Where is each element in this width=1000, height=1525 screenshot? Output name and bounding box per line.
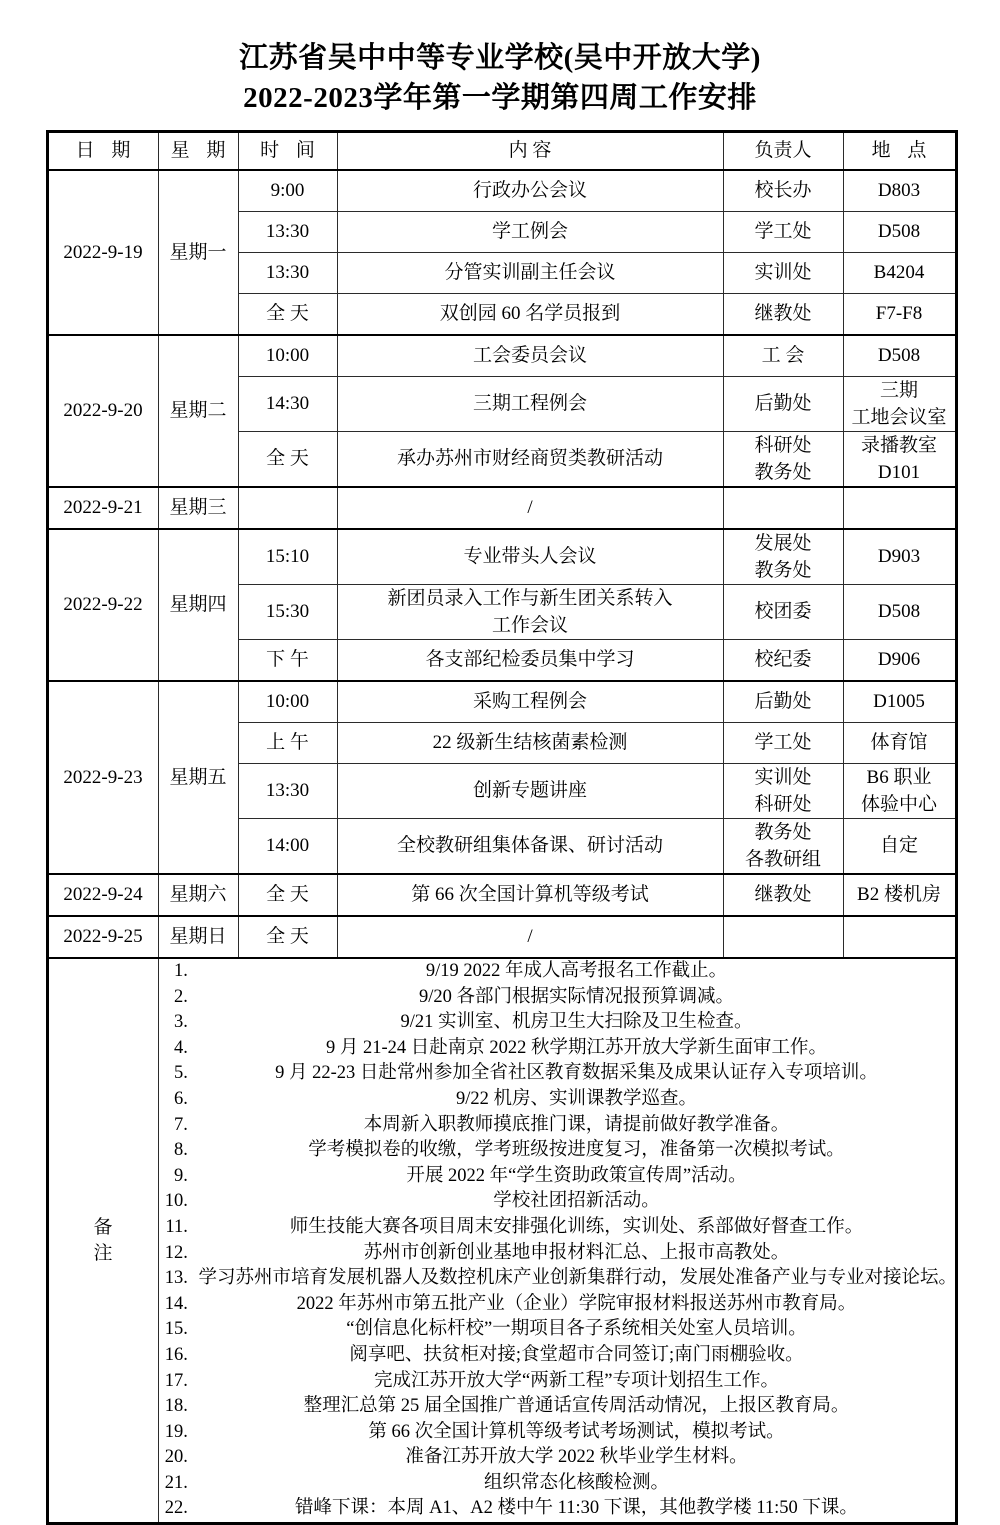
header-time: 时 间 — [238, 132, 337, 171]
place-line: 体验中心 — [860, 794, 937, 815]
cell-person — [723, 764, 843, 819]
cell-place: F7-F8 — [843, 294, 956, 336]
cell-place: D508 — [843, 335, 956, 377]
note-item: 15. “创信息化标杆校”一期项目各子系统相关处室人员培训。 — [193, 1317, 955, 1343]
cell-time: 下 午 — [238, 640, 337, 682]
person-line: 教务处 — [754, 822, 812, 843]
cell-time: 13:30 — [238, 212, 337, 253]
cell-person: 继教处 — [723, 874, 843, 916]
cell-content: 创新专题讲座 — [337, 764, 723, 819]
cell-weekday: 星期日 — [158, 916, 238, 958]
note-item: 16. 阅享吧、扶贫柜对接;食堂超市合同签订;南门雨棚验收。 — [193, 1343, 955, 1369]
cell-date: 2022-9-24 — [47, 874, 158, 916]
table-footer — [47, 958, 956, 1524]
person-line: 教务处 — [754, 560, 812, 581]
cell-content: 第 66 次全国计算机等级考试 — [337, 874, 723, 916]
table-row — [47, 681, 956, 723]
cell-place: D508 — [843, 212, 956, 253]
header-row — [47, 132, 956, 171]
cell-time: 13:30 — [238, 764, 337, 819]
cell-time: 15:30 — [238, 585, 337, 640]
header-date: 日 期 — [47, 132, 158, 171]
cell-content: 22 级新生结核菌素检测 — [337, 723, 723, 764]
note-item: 18. 整理汇总第 25 届全国推广普通话宣传周活动情况，上报区教育局。 — [193, 1394, 955, 1420]
cell-person — [723, 819, 843, 875]
cell-person: 学工处 — [723, 723, 843, 764]
note-item: 4. 9 月 21-24 日赴南京 2022 秋学期江苏开放大学新生面审工作。 — [193, 1036, 955, 1062]
schedule-table-wrap — [46, 130, 958, 1525]
table-row — [47, 335, 956, 377]
cell-place: D508 — [843, 585, 956, 640]
cell-time — [238, 487, 337, 529]
note-item: 20. 准备江苏开放大学 2022 秋毕业学生材料。 — [193, 1445, 955, 1471]
table-body — [47, 170, 956, 958]
cell-time: 15:10 — [238, 529, 337, 585]
cell-date: 2022-9-25 — [47, 916, 158, 958]
place-line: 录播教室 — [860, 435, 937, 456]
header-place: 地 点 — [843, 132, 956, 171]
cell-person: 校长办 — [723, 170, 843, 212]
place-line: D101 — [877, 462, 921, 483]
cell-person — [723, 487, 843, 529]
header-content: 内 容 — [337, 132, 723, 171]
cell-person: 继教处 — [723, 294, 843, 336]
cell-weekday: 星期三 — [158, 487, 238, 529]
content-line: 新团员录入工作与新生团关系转入 — [387, 588, 673, 609]
cell-time: 10:00 — [238, 335, 337, 377]
header-weekday: 星 期 — [158, 132, 238, 171]
note-item: 17. 完成江苏开放大学“两新工程”专项计划招生工作。 — [193, 1369, 955, 1395]
cell-content: / — [337, 487, 723, 529]
cell-time: 14:30 — [238, 377, 337, 432]
note-item: 22. 错峰下课：本周 A1、A2 楼中午 11:30 下课，其他教学楼 11:50 下课。 — [193, 1496, 955, 1522]
cell-weekday: 星期二 — [158, 335, 238, 487]
notes-label — [47, 958, 158, 1524]
table-row — [47, 170, 956, 212]
cell-place — [843, 764, 956, 819]
note-item: 11. 师生技能大赛各项目周末安排强化训练，实训处、系部做好督查工作。 — [193, 1215, 955, 1241]
cell-date: 2022-9-20 — [47, 335, 158, 487]
cell-person: 工 会 — [723, 335, 843, 377]
note-item: 13. 学习苏州市培育发展机器人及数控机床产业创新集群行动，发展处准备产业与专业对接论坛。 — [193, 1266, 955, 1292]
cell-content: 行政办公会议 — [337, 170, 723, 212]
note-item: 8. 学考模拟卷的收缴，学考班级按进度复习，准备第一次模拟考试。 — [193, 1138, 955, 1164]
note-item: 6. 9/22 机房、实训课教学巡查。 — [193, 1087, 955, 1113]
cell-place — [843, 432, 956, 488]
cell-content: 采购工程例会 — [337, 681, 723, 723]
cell-content: 双创园 60 名学员报到 — [337, 294, 723, 336]
title-line-term: 2022-2023学年第一学期第四周工作安排 — [243, 82, 757, 114]
note-item: 3. 9/21 实训室、机房卫生大扫除及卫生检查。 — [193, 1010, 955, 1036]
table-row — [47, 529, 956, 585]
table-row — [47, 487, 956, 529]
cell-date: 2022-9-19 — [47, 170, 158, 335]
cell-place: 体育馆 — [843, 723, 956, 764]
note-item: 19. 第 66 次全国计算机等级考试考场测试，模拟考试。 — [193, 1420, 955, 1446]
cell-time: 10:00 — [238, 681, 337, 723]
cell-weekday: 星期六 — [158, 874, 238, 916]
cell-place: B4204 — [843, 253, 956, 294]
cell-content — [337, 585, 723, 640]
cell-place: D903 — [843, 529, 956, 585]
notes-label-char-1: 备 — [93, 1216, 113, 1238]
cell-person: 后勤处 — [723, 681, 843, 723]
place-line: B6 职业 — [866, 767, 932, 788]
cell-time: 13:30 — [238, 253, 337, 294]
cell-place — [843, 487, 956, 529]
person-line: 实训处 — [754, 767, 812, 788]
person-line: 各教研组 — [744, 849, 821, 870]
note-item: 14. 2022 年苏州市第五批产业（企业）学院审报材料报送苏州市教育局。 — [193, 1292, 955, 1318]
cell-time: 9:00 — [238, 170, 337, 212]
cell-time: 全 天 — [238, 294, 337, 336]
person-line: 发展处 — [754, 533, 812, 554]
note-item: 10. 学校社团招新活动。 — [193, 1189, 955, 1215]
cell-person: 后勤处 — [723, 377, 843, 432]
note-item: 21. 组织常态化核酸检测。 — [193, 1471, 955, 1497]
cell-date: 2022-9-22 — [47, 529, 158, 681]
cell-content: 三期工程例会 — [337, 377, 723, 432]
cell-person: 校团委 — [723, 585, 843, 640]
cell-content: 各支部纪检委员集中学习 — [337, 640, 723, 682]
cell-content: 全校教研组集体备课、研讨活动 — [337, 819, 723, 875]
note-item: 12. 苏州市创新创业基地申报材料汇总、上报市高教处。 — [193, 1241, 955, 1267]
cell-content: 学工例会 — [337, 212, 723, 253]
table-header — [47, 132, 956, 171]
note-item: 9. 开展 2022 年“学生资助政策宣传周”活动。 — [193, 1164, 955, 1190]
cell-weekday: 星期四 — [158, 529, 238, 681]
cell-place: B2 楼机房 — [843, 874, 956, 916]
cell-place: 自定 — [843, 819, 956, 875]
cell-place — [843, 377, 956, 432]
notes-label-char-2: 注 — [93, 1242, 113, 1264]
cell-person: 实训处 — [723, 253, 843, 294]
cell-time: 全 天 — [238, 874, 337, 916]
cell-content: 工会委员会议 — [337, 335, 723, 377]
document-title — [0, 0, 1000, 118]
cell-content: 分管实训副主任会议 — [337, 253, 723, 294]
cell-content: / — [337, 916, 723, 958]
cell-place: D803 — [843, 170, 956, 212]
cell-person — [723, 432, 843, 488]
cell-time: 上 午 — [238, 723, 337, 764]
table-row — [47, 874, 956, 916]
place-line: 工地会议室 — [851, 407, 947, 428]
cell-person — [723, 916, 843, 958]
cell-place: D1005 — [843, 681, 956, 723]
notes-row — [47, 958, 956, 1524]
note-item: 5. 9 月 22-23 日赴常州参加全省社区教育数据采集及成果认证存入专项培训。 — [193, 1061, 955, 1087]
cell-content: 专业带头人会议 — [337, 529, 723, 585]
notes-list — [159, 959, 958, 1522]
cell-time: 全 天 — [238, 916, 337, 958]
cell-person: 校纪委 — [723, 640, 843, 682]
cell-date: 2022-9-21 — [47, 487, 158, 529]
notes-content — [158, 958, 956, 1524]
cell-time: 14:00 — [238, 819, 337, 875]
header-person: 负责人 — [723, 132, 843, 171]
note-item: 1. 9/19 2022 年成人高考报名工作截止。 — [193, 959, 955, 985]
title-line-school: 江苏省吴中中等专业学校(吴中开放大学) — [239, 42, 761, 74]
cell-place: D906 — [843, 640, 956, 682]
cell-person — [723, 529, 843, 585]
person-line: 科研处 — [754, 435, 812, 456]
content-line: 工作会议 — [491, 615, 568, 636]
note-item: 7. 本周新入职教师摸底推门课，请提前做好教学准备。 — [193, 1113, 955, 1139]
cell-person: 学工处 — [723, 212, 843, 253]
cell-content: 承办苏州市财经商贸类教研活动 — [337, 432, 723, 488]
schedule-table — [46, 130, 958, 1525]
person-line: 教务处 — [754, 462, 812, 483]
cell-place — [843, 916, 956, 958]
note-item: 2. 9/20 各部门根据实际情况报预算调减。 — [193, 985, 955, 1011]
cell-date: 2022-9-23 — [47, 681, 158, 874]
table-row — [47, 916, 956, 958]
cell-weekday: 星期五 — [158, 681, 238, 874]
place-line: 三期 — [879, 380, 918, 401]
cell-time: 全 天 — [238, 432, 337, 488]
cell-weekday: 星期一 — [158, 170, 238, 335]
person-line: 科研处 — [754, 794, 812, 815]
